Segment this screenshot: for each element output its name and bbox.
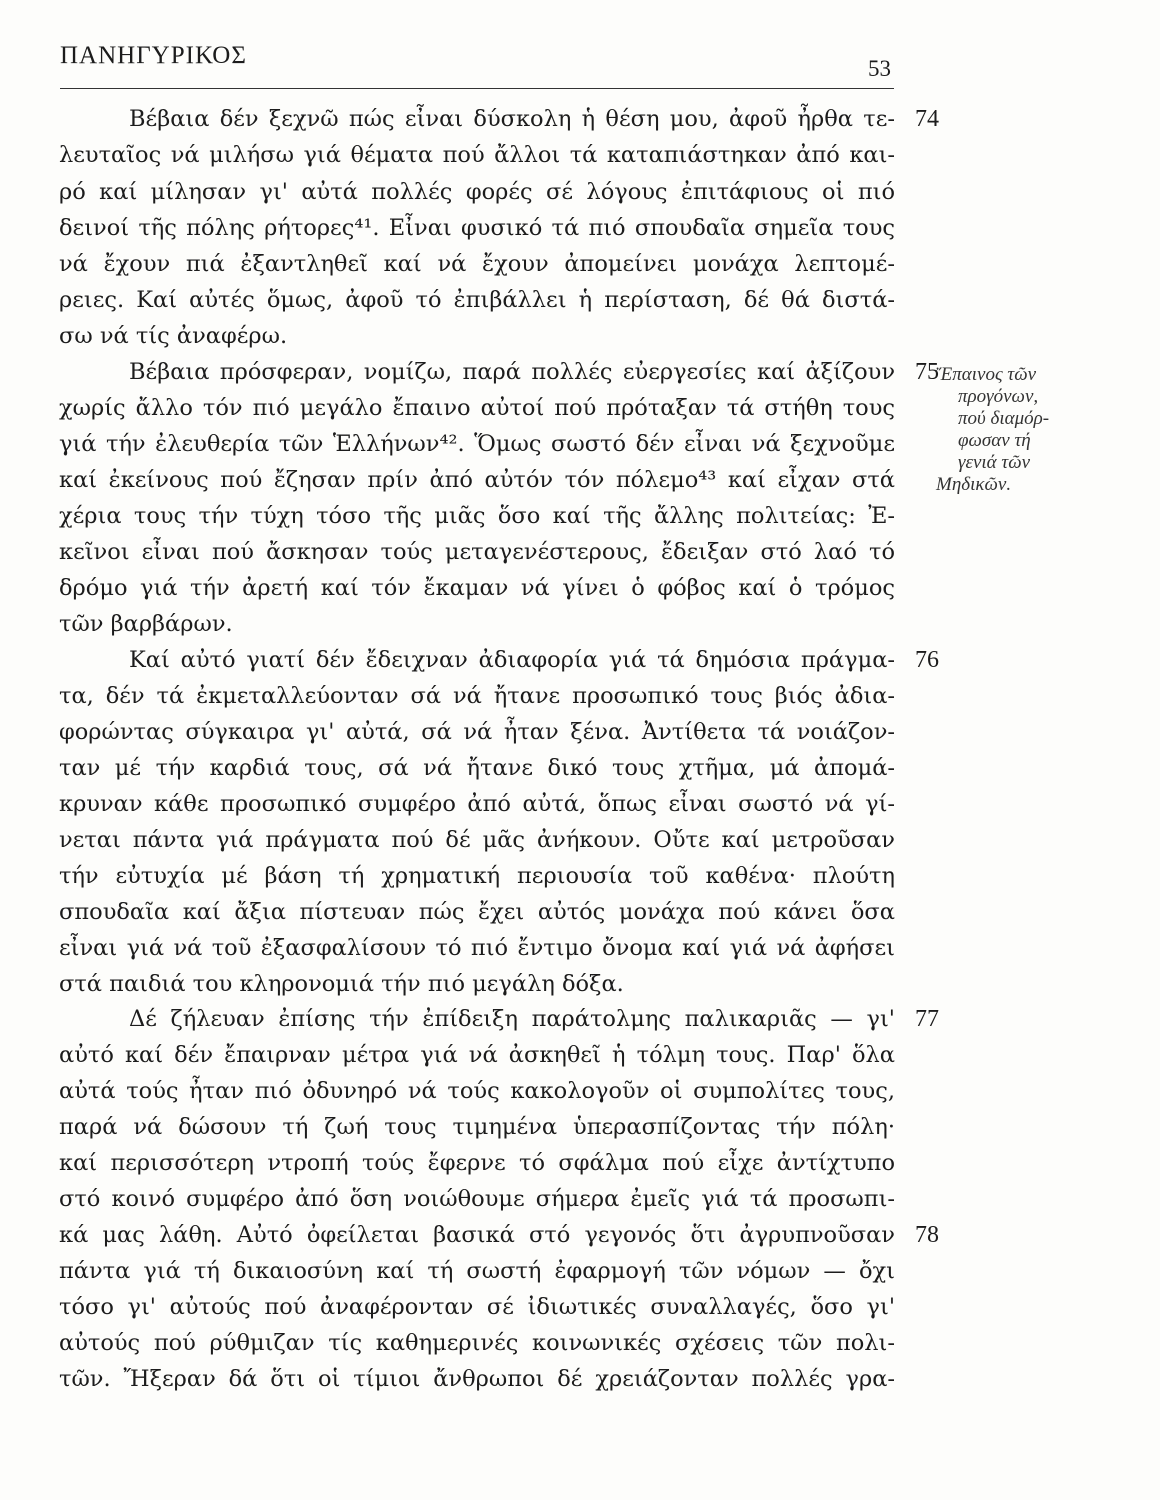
text-line: καί περισσότερη ντροπή τούς ἔφερνε τό σφάλμα πού εἶχε ἀντίχτυπο xyxy=(59,1150,895,1176)
text-line: ρό καί μίλησαν γι' αὐτά πολλές φορές σέ λόγους ἐπιτάφιους οἱ πιό xyxy=(59,179,895,205)
text-line: κεῖνοι εἶναι πού ἄσκησαν τούς μεταγενέστερους, ἔδειξαν στό λαό τό xyxy=(59,539,895,565)
text-line: κά μας λάθη. Αὐτό ὀφείλεται βασικά στό γεγονός ὅτι ἀγρυπνοῦσαν xyxy=(59,1222,895,1248)
margin-line-number: 74 xyxy=(915,106,939,132)
page-number: 53 xyxy=(868,56,891,81)
text-line: χέρια τους τήν τύχη τόσο τῆς μιᾶς ὅσο καί τῆς ἄλλης πολιτείας: Ἐ- xyxy=(59,503,895,529)
text-line: φορώντας σύγκαιρα γι' αὐτά, σά νά ἦταν ξένα. Ἀντίθετα τά νοιάζον- xyxy=(59,719,895,745)
margin-line-number: 76 xyxy=(915,647,939,673)
side-note-line: γενιά τῶν xyxy=(958,452,1031,473)
text-line: τῶν βαρβάρων. xyxy=(59,611,233,637)
text-line: παρά νά δώσουν τή ζωή τους τιμημένα ὑπερασπίζοντας τήν πόλη· xyxy=(59,1114,895,1140)
text-line: Βέβαια πρόσφεραν, νομίζω, παρά πολλές εὐεργεσίες καί ἀξίζουν xyxy=(129,359,895,385)
text-line: χωρίς ἄλλο τόν πιό μεγάλο ἔπαινο αὐτοί πού πρόταξαν τά στήθη τους xyxy=(59,395,895,421)
text-line: στά παιδιά του κληρονομιά τήν πιό μεγάλη δόξα. xyxy=(59,971,624,997)
text-line: τα, δέν τά ἐκμεταλλεύονταν σά νά ἤτανε προσωπικό τους βιός ἀδια- xyxy=(59,683,895,709)
running-header-title: ΠΑΝΗΓΥΡΙΚΟΣ xyxy=(60,42,247,69)
text-line: δεινοί τῆς πόλης ρήτορες⁴¹. Εἶναι φυσικό τά πιό σπουδαῖα σημεῖα τους xyxy=(59,215,895,241)
text-line: σω νά τίς ἀναφέρω. xyxy=(59,323,288,349)
text-line: αὐτούς πού ρύθμιζαν τίς καθημερινές κοινωνικές σχέσεις τῶν πολι- xyxy=(59,1330,895,1356)
margin-line-number: 78 xyxy=(915,1222,939,1248)
side-note-line: Ἔπαινος τῶν xyxy=(936,364,1037,385)
margin-line-number: 75 xyxy=(915,359,939,385)
text-line: ρειες. Καί αὐτές ὅμως, ἀφοῦ τό ἐπιβάλλει ἡ περίσταση, δέ θά διστά- xyxy=(59,287,895,313)
text-line: στό κοινό συμφέρο ἀπό ὅση νοιώθουμε σήμερα ἐμεῖς γιά τά προσωπι- xyxy=(59,1186,895,1212)
text-line: εἶναι γιά νά τοῦ ἐξασφαλίσουν τό πιό ἔντιμο ὄνομα καί γιά νά ἀφήσει xyxy=(59,935,895,961)
text-line: αὐτά τούς ἦταν πιό ὀδυνηρό νά τούς κακολογοῦν οἱ συμπολίτες τους, xyxy=(59,1078,895,1104)
text-line: Καί αὐτό γιατί δέν ἔδειχναν ἀδιαφορία γιά τά δημόσια πράγμα- xyxy=(129,647,895,673)
side-note-line: Μηδικῶν. xyxy=(936,474,1012,495)
text-line: νά ἔχουν πιά ἐξαντληθεῖ καί νά ἔχουν ἀπομείνει μονάχα λεπτομέ- xyxy=(59,251,895,277)
text-line: Δέ ζήλευαν ἐπίσης τήν ἐπίδειξη παράτολμης παλικαριᾶς — γι' xyxy=(129,1006,895,1032)
text-line: τόσο γι' αὐτούς πού ἀναφέρονταν σέ ἰδιωτικές συναλλαγές, ὅσο γι' xyxy=(59,1294,895,1320)
text-line: σπουδαῖα καί ἄξια πίστευαν πώς ἔχει αὐτός μονάχα πού κάνει ὅσα xyxy=(59,899,895,925)
margin-side-note xyxy=(936,364,1116,496)
text-line: γιά τήν ἐλευθερία τῶν Ἑλλήνων⁴². Ὅμως σωστό δέν εἶναι νά ξεχνοῦμε xyxy=(59,431,895,457)
text-line: κρυναν κάθε προσωπικό συμφέρο ἀπό αὐτά, ὅπως εἶναι σωστό νά γί- xyxy=(59,791,895,817)
margin-line-number: 77 xyxy=(915,1006,939,1032)
header-rule xyxy=(60,88,894,89)
side-note-line: προγόνων, xyxy=(958,386,1039,407)
text-line: καί ἐκείνους πού ἔζησαν πρίν ἀπό αὐτόν τόν πόλεμο⁴³ καί εἶχαν στά xyxy=(59,467,895,493)
text-line: νεται πάντα γιά πράγματα πού δέ μᾶς ἀνήκουν. Οὔτε καί μετροῦσαν xyxy=(59,827,895,853)
text-line: λευταῖος νά μιλήσω γιά θέματα πού ἄλλοι τά καταπιάστηκαν ἀπό και- xyxy=(59,142,895,168)
text-line: δρόμο γιά τήν ἀρετή καί τόν ἔκαμαν νά γίνει ὁ φόβος καί ὁ τρόμος xyxy=(59,575,895,601)
text-line: τῶν. Ἤξεραν δά ὅτι οἱ τίμιοι ἄνθρωποι δέ χρειάζονταν πολλές γρα- xyxy=(59,1366,895,1392)
side-note-line: φωσαν τή xyxy=(958,430,1031,451)
text-line: πάντα γιά τή δικαιοσύνη καί τή σωστή ἐφαρμογή τῶν νόμων — ὄχι xyxy=(59,1258,895,1284)
text-line: ταν μέ τήν καρδιά τους, σά νά ἤτανε δικό τους χτῆμα, μά ἀπομά- xyxy=(59,755,895,781)
text-line: τήν εὐτυχία μέ βάση τή χρηματική περιουσία τοῦ καθένα· πλούτη xyxy=(59,863,895,889)
text-line: Βέβαια δέν ξεχνῶ πώς εἶναι δύσκολη ἡ θέση μου, ἀφοῦ ἦρθα τε- xyxy=(129,106,895,132)
text-line: αὐτό καί δέν ἔπαιρναν μέτρα γιά νά ἀσκηθεῖ ἡ τόλμη τους. Παρ' ὅλα xyxy=(59,1042,895,1068)
side-note-line: πού διαμόρ- xyxy=(958,408,1050,429)
